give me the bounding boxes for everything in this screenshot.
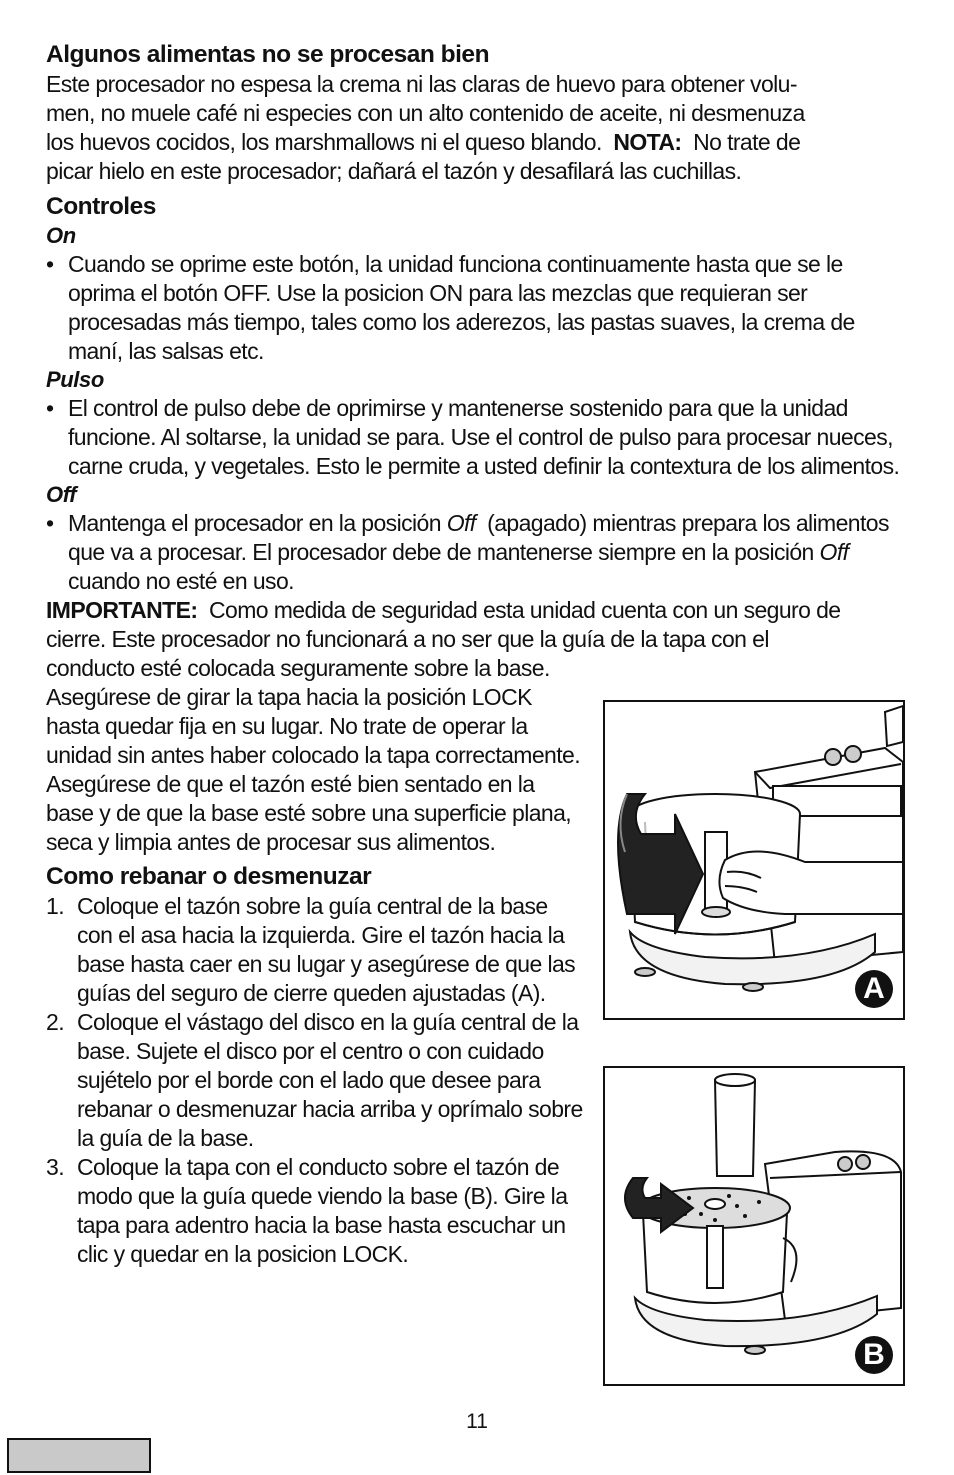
importante-label: IMPORTANTE:: [46, 597, 198, 623]
bullet-pulso: • El control de pulso debe de oprimirse y mantenerse sostenido para que la unidad funcione. Al soltarse, la unidad se para. Use el control de pulso para procesar nueces, carne cruda, y vegetales. Esto le permite a usted definir la contextura de los alimentos.: [46, 395, 900, 479]
food-processor-bowl-illustration: [605, 702, 903, 1018]
figure-a: [603, 700, 905, 1020]
label-pulso: Pulso: [46, 367, 104, 392]
heading-controles: Controles: [46, 193, 156, 220]
grey-tab: [7, 1438, 151, 1473]
heading-rebanar: Como rebanar o desmenuzar: [46, 863, 372, 890]
list-item: 2. Coloque el vástago del disco en la guía central de la base. Sujete el disco por el centro o con cuidado sujételo por el borde con el lado que desee para rebanar o desmenuzar hacia arriba y oprímalo sobre la guía de la base.: [46, 1009, 583, 1151]
label-on: On: [46, 223, 76, 248]
figure-b-label: B: [855, 1336, 893, 1374]
label-off: Off: [46, 482, 77, 507]
list-item: 1. Coloque el tazón sobre la guía central de la base con el asa hacia la izquierda. Gire el tazón hacia la base hasta caer en su lugar y asegúrese de que las guías del seguro de cierre queden ajustadas (A).: [46, 893, 576, 1006]
figure-a-label: A: [855, 970, 893, 1008]
foods-paragraph: Este procesador no espesa la crema ni las claras de huevo para obtener volu- men, no muele café ni especies con un alto contenido de aceite, ni desmenuza los huevos cocidos, los marshmallows ni el queso blando. NOTA: No trate de picar hielo en este procesador; dañará el tazón y desafilará las cuchillas.: [46, 71, 805, 184]
food-processor-disc-illustration: [605, 1068, 903, 1384]
bullet-off: • Mantenga el procesador en la posición Off (apagado) mientras prepara los alimentos que va a procesar. El procesador debe de mantenerse siempre en la posición Off cuando no esté en uso.: [46, 510, 889, 594]
heading-foods: Algunos alimentas no se procesan bien: [46, 41, 490, 68]
steps-list: [46, 892, 584, 1269]
page-number: 11: [466, 1410, 488, 1433]
importante-paragraph: IMPORTANTE: Como medida de seguridad esta unidad cuenta con un seguro de cierre. Este procesador no funcionará a no ser que la guía de la tapa con el conducto esté colocada seguramente sobre la base. Asegúrese de girar la tapa hacia la posición LOCK hasta quedar fija en su lugar. No trate de operar la unidad sin antes haber colocado la tapa correctamente. Asegúrese de que el tazón esté bien sentado en la base y de que la base esté sobre una superficie plana, seca y limpia antes de procesar sus alimentos.: [46, 597, 841, 855]
list-item: 3. Coloque la tapa con el conducto sobre el tazón de modo que la guía quede viendo la base (B). Gire la tapa para adentro hacia la base hasta escuchar un clic y quedar en la posicion LOCK.: [46, 1154, 568, 1267]
figure-b: [603, 1066, 905, 1386]
nota-label: NOTA:: [613, 129, 682, 155]
bullet-on: • Cuando se oprime este botón, la unidad funciona continuamente hasta que se le oprima el botón OFF. Use la posicion ON para las mezclas que requieran ser procesadas más tiempo, tales como los aderezos, las pastas suaves, la crema de maní, las salsas etc.: [46, 251, 855, 364]
